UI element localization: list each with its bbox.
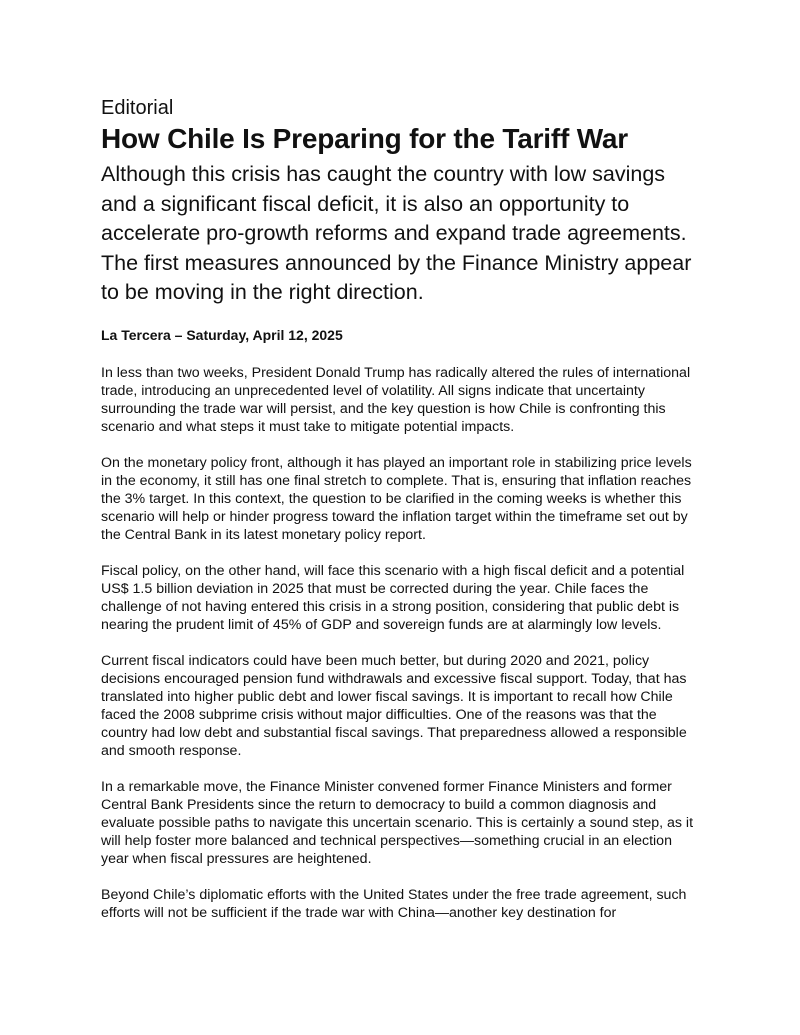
article-body [101,364,701,922]
paragraph: Beyond Chile’s diplomatic efforts with the United States under the free trade agreement, such efforts will not be sufficient if the trade war with China—another key destination for [101,886,687,921]
paragraph: In a remarkable move, the Finance Minister convened former Finance Ministers and former Central Bank Presidents since the return to democracy to build a common diagnosis and evaluate possible paths to navigate this uncertain scenario. This is certainly a sound step, as it will help foster more balanced and technical perspectives—something crucial in an election year when fiscal pressures are heightened. [101,778,694,867]
byline: La Tercera – Saturday, April 12, 2025 [101,326,343,343]
paragraph: In less than two weeks, President Donald Trump has radically altered the rules of international trade, introducing an unprecedented level of volatility. All signs indicate that uncertainty surrounding the trade war will persist, and the key question is how Chile is confronting this scenario and what steps it must take to mitigate potential impacts. [101,364,691,435]
paragraph: On the monetary policy front, although it has played an important role in stabilizing price levels in the economy, it still has one final stretch to complete. That is, ensuring that inflation reaches the 3% target. In this context, the question to be clarified in the coming weeks is whether this scenario will help or hinder progress toward the inflation target within the timeframe set out by the Central Bank in its latest monetary policy report. [101,454,692,543]
article-subtitle: Although this crisis has caught the country with low savings and a significant fiscal deficit, it is also an opportunity to accelerate pro-growth reforms and expand trade agreements. The first measures announced by the Finance Ministry appear to be moving in the right direction. [101,162,692,305]
paragraph: Fiscal policy, on the other hand, will face this scenario with a high fiscal deficit and a potential US$ 1.5 billion deviation in 2025 that must be corrected during the year. Chile faces the challenge of not having entered this crisis in a strong position, considering that public debt is nearing the prudent limit of 45% of GDP and sovereign funds are at alarmingly low levels. [101,562,685,633]
article-title: How Chile Is Preparing for the Tariff War [101,123,628,154]
paragraph: Current fiscal indicators could have been much better, but during 2020 and 2021, policy decisions encouraged pension fund withdrawals and excessive fiscal support. Today, that has translated into higher public debt and lower fiscal savings. It is important to recall how Chile faced the 2008 subprime crisis without major difficulties. One of the reasons was that the country had low debt and substantial fiscal savings. That preparedness allowed a responsible and smooth response. [101,652,687,759]
section-label: Editorial [101,97,174,119]
article [101,96,701,940]
